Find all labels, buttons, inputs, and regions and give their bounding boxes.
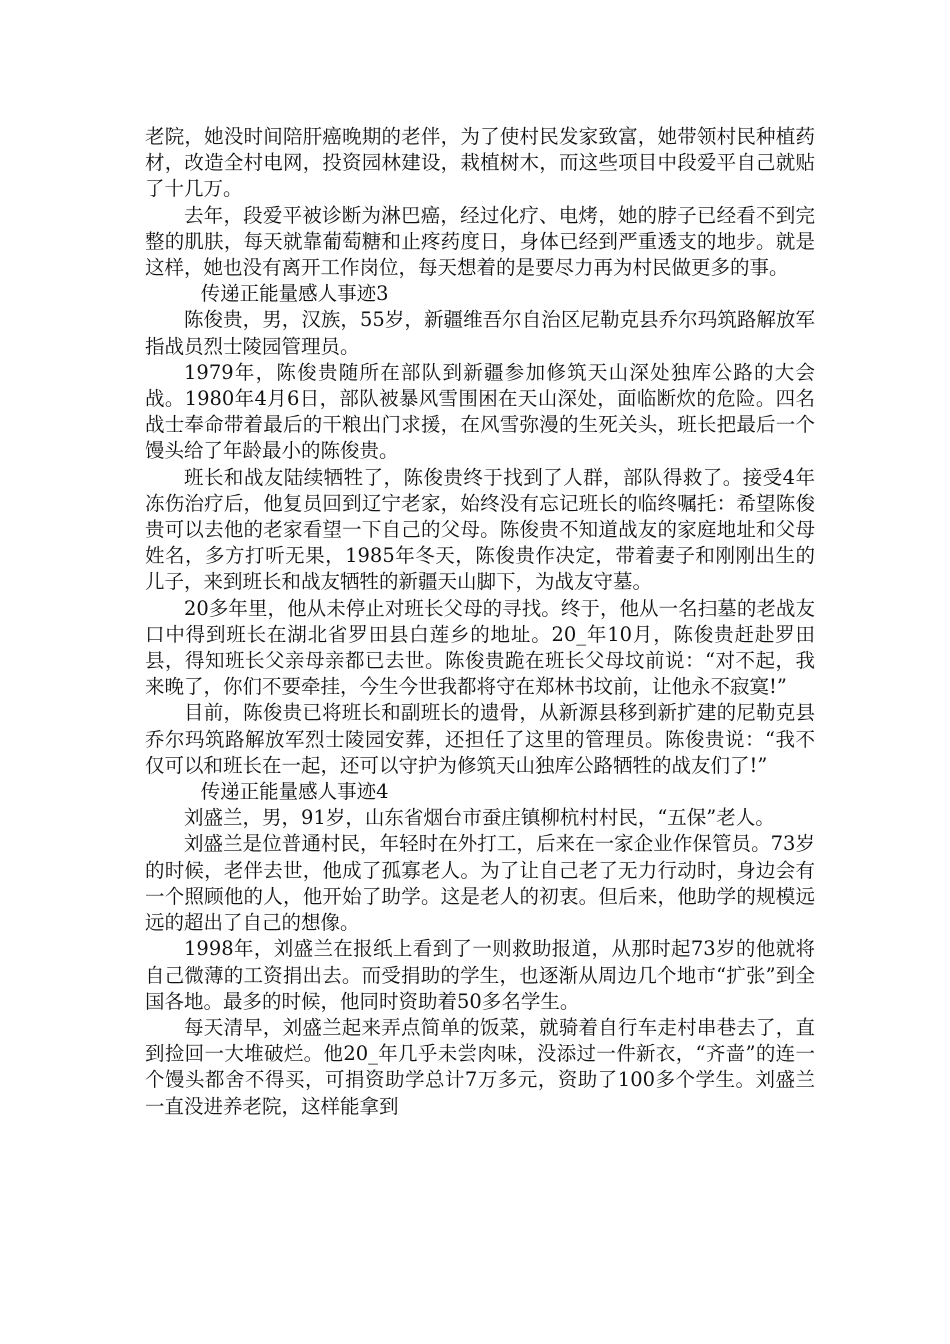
paragraph: 刘盛兰，男，91岁，山东省烟台市蚕庄镇柳杭村村民，“五保”老人。	[184, 806, 775, 830]
paragraph: 刘盛兰是位普通村民，年轻时在外打工，后来在一家企业作保管员。73岁的时候，老伴去世，他成了孤寡老人。为了让自己老了无力行动时，身边会有一个照顾他的人，他开始了助学。这是老人的初衷。但后来，他助学的规模远远的超出了自己的想像。	[145, 832, 815, 935]
paragraph: 目前，陈俊贵已将班长和副班长的遗骨，从新源县移到新扩建的尼勒克县乔尔玛筑路解放军烈士陵园安葬，还担任了这里的管理员。陈俊贵说：“我不仅可以和班长在一起，还可以守护为修筑天山独库公路牺牲的战友们了!”	[145, 701, 815, 777]
paragraph: 1998年，刘盛兰在报纸上看到了一则救助报道，从那时起73岁的他就将自己微薄的工资捐出去。而受捐助的学生，也逐渐从周边几个地市“扩张”到全国各地。最多的时候，他同时资助着50多名学生。	[145, 937, 815, 1013]
paragraph: 去年，段爱平被诊断为淋巴癌，经过化疗、电烤，她的脖子已经看不到完整的肌肤，每天就靠葡萄糖和止疼药度日，身体已经到严重透支的地步。就是这样，她也没有离开工作岗位，每天想着的是要尽力再为村民做更多的事。	[145, 203, 815, 280]
paragraph: 20多年里，他从未停止对班长父母的寻找。终于，他从一名扫墓的老战友口中得到班长在湖北省罗田县白莲乡的地址。20_年10月，陈俊贵赶赴罗田县，得知班长父亲母亲都已去世。陈俊贵跪在班长父母坟前说：“对不起，我来晚了，你们不要牵挂，今生今世我都将守在郑林书坟前，让他永不寂寞!”	[145, 596, 815, 699]
paragraph: 班长和战友陆续牺牲了，陈俊贵终于找到了人群，部队得救了。接受4年冻伤治疗后，他复员回到辽宁老家，始终没有忘记班长的临终嘱托：希望陈俊贵可以去他的老家看望一下自己的父母。陈俊贵不知道战友的家庭地址和父母姓名，多方打听无果，1985年冬天，陈俊贵作决定，带着妻子和刚刚出生的儿子，来到班长和战友牺牲的新疆天山脚下，为战友守墓。	[145, 465, 815, 594]
document-body	[145, 124, 815, 1120]
section-heading: 传递正能量感人事迹3	[200, 282, 389, 306]
paragraph: 陈俊贵，男，汉族，55岁，新疆维吾尔自治区尼勒克县乔尔玛筑路解放军指战员烈士陵园管理员。	[145, 308, 815, 358]
paragraph: 每天清早，刘盛兰起来弄点简单的饭菜，就骑着自行车走村串巷去了，直到捡回一大堆破烂。他20_年几乎未尝肉味，没添过一件新衣，“齐啬”的连一个馒头都舍不得买，可捐资助学总计7万多元，资助了100多个学生。刘盛兰一直没进养老院，这样能拿到	[145, 1015, 815, 1118]
paragraph: 老院，她没时间陪肝癌晚期的老伴，为了使村民发家致富，她带领村民种植药材，改造全村电网，投资园林建设，栽植树木，而这些项目中段爱平自己就贴了十几万。	[145, 125, 815, 201]
paragraph: 1979年，陈俊贵随所在部队到新疆参加修筑天山深处独库公路的大会战。1980年4月6日，部队被暴风雪围困在天山深处，面临断炊的危险。四名战士奉命带着最后的干粮出门求援，在风雪弥漫的生死关头，班长把最后一个馒头给了年龄最小的陈俊贵。	[145, 360, 815, 463]
section-heading: 传递正能量感人事迹4	[200, 780, 389, 804]
